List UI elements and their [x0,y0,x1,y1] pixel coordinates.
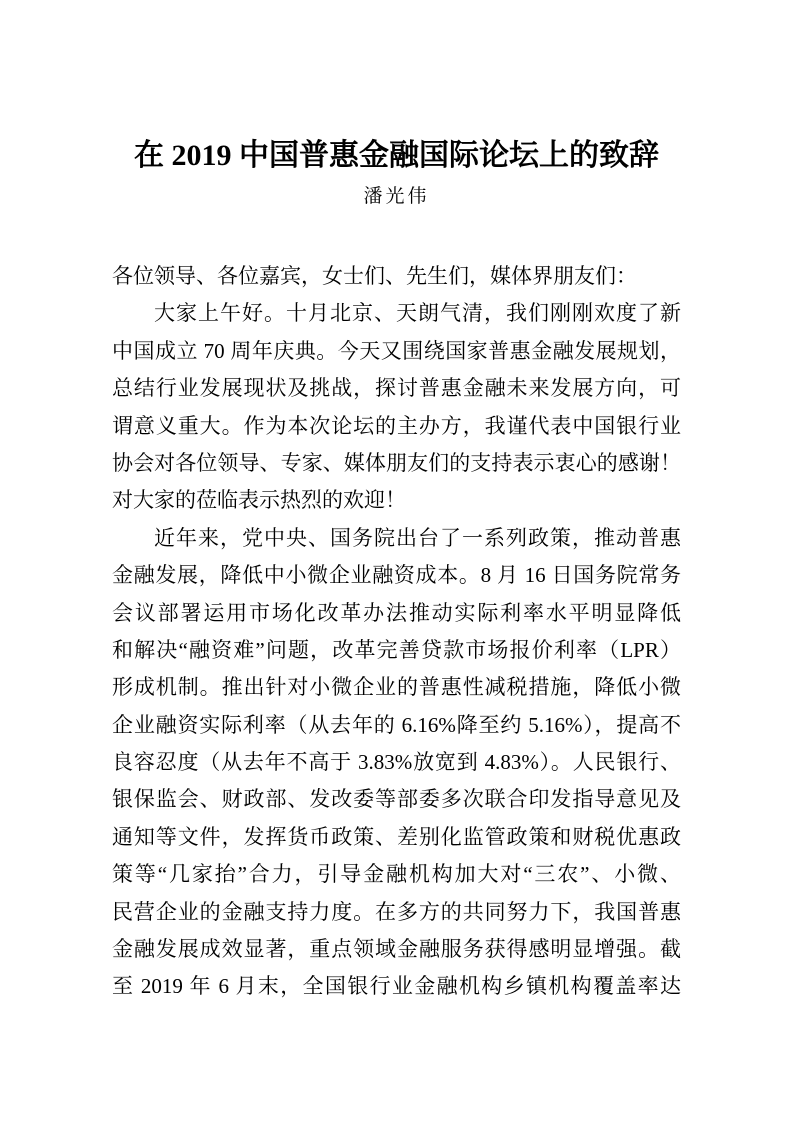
text-line: 民营企业的金融支持力度。在多方的共同努力下，我国普惠 [112,899,681,924]
text-line: 金融发展成效显著，重点领域金融服务获得感明显增强。截 [112,937,681,962]
text-line: 良容忍度（从去年不高于 3.83%放宽到 4.83%）。人民银行、 [112,750,681,775]
text-line: 总结行业发展现状及挑战，探讨普惠金融未来发展方向，可 [112,376,681,401]
text-line: 中国成立 70 周年庆典。今天又围绕国家普惠金融发展规划， [112,338,681,363]
text-line: 金融发展，降低中小微企业融资成本。8 月 16 日国务院常务 [112,563,681,588]
text-line: 策等“几家抬”合力，引导金融机构加大对“三农”、小微、 [112,862,681,887]
text-line: 协会对各位领导、专家、媒体朋友们的支持表示衷心的感谢！ [112,450,681,475]
text-line: 近年来，党中央、国务院出台了一系列政策，推动普惠 [154,525,681,550]
text-line: 通知等文件，发挥货币政策、差别化监管政策和财税优惠政 [112,824,681,849]
text-line: 银保监会、财政部、发改委等部委多次联合印发指导意见及 [112,787,681,812]
text-line: 会议部署运用市场化改革办法推动实际利率水平明显降低 [112,600,681,625]
author-name: 潘光伟 [363,186,430,207]
document-title: 在 2019 中国普惠金融国际论坛上的致辞 [134,139,659,172]
text-line: 形成机制。推出针对小微企业的普惠性减税措施，降低小微 [112,675,681,700]
body-text [112,258,681,1006]
text-line: 至 2019 年 6 月末，全国银行业金融机构乡镇机构覆盖率达 [112,974,681,999]
text-line: 各位领导、各位嘉宾，女士们、先生们，媒体界朋友们： [112,264,637,288]
text-line: 对大家的莅临表示热烈的欢迎！ [112,488,406,513]
text-line: 和解决“融资难”问题，改革完善贷款市场报价利率（LPR） [112,637,681,662]
text-line: 大家上午好。十月北京、天朗气清，我们刚刚欢度了新 [154,301,681,326]
text-line: 谓意义重大。作为本次论坛的主办方，我谨代表中国银行业 [112,413,681,438]
text-line: 企业融资实际利率（从去年的 6.16%降至约 5.16%），提高不 [112,712,681,737]
